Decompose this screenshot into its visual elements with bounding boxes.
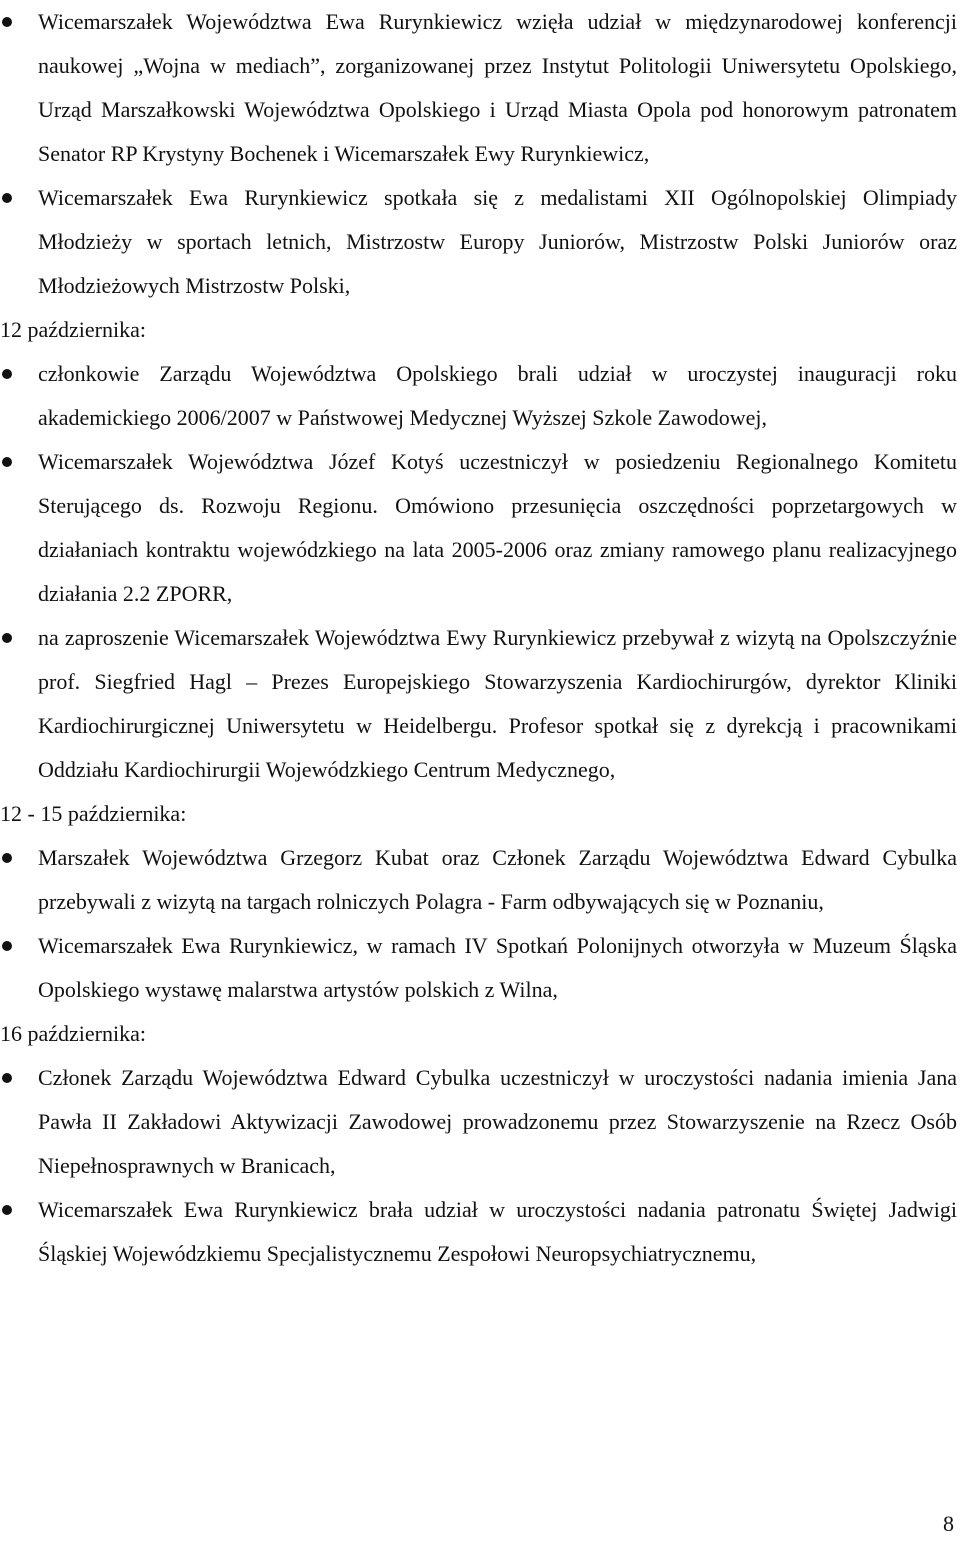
section-continuation bbox=[0, 0, 960, 308]
list-item bbox=[0, 1188, 960, 1276]
date-heading: 16 października: bbox=[0, 1021, 146, 1046]
list-item bbox=[0, 440, 960, 616]
bullet-icon bbox=[2, 941, 12, 951]
section-12-october bbox=[0, 308, 960, 792]
list-item bbox=[0, 1056, 960, 1188]
bullet-icon bbox=[2, 193, 12, 203]
section-16-october bbox=[0, 1012, 960, 1276]
bullet-icon bbox=[2, 1073, 12, 1083]
list-item bbox=[0, 176, 960, 308]
list-item-text: Członek Zarządu Województwa Edward Cybulka uczestniczył w uroczystości nadania imienia Jana Pawła II Zakładowi Aktywizacji Zawodowej prowadzonemu przez Stowarzyszenie na Rzecz Osób Niepełnosprawnych w Branicach, bbox=[38, 1065, 957, 1178]
date-heading: 12 - 15 października: bbox=[0, 801, 187, 826]
list-item bbox=[0, 836, 960, 924]
page-number: 8 bbox=[943, 1511, 954, 1536]
date-heading: 12 października: bbox=[0, 317, 146, 342]
bullet-icon bbox=[2, 369, 12, 379]
bullet-icon bbox=[2, 17, 12, 27]
list-item bbox=[0, 352, 960, 440]
bullet-icon bbox=[2, 457, 12, 467]
list-item-text: Wicemarszałek Ewa Rurynkiewicz, w ramach IV Spotkań Polonijnych otworzyła w Muzeum Śląska Opolskiego wystawę malarstwa artystów polskich z Wilna, bbox=[38, 933, 957, 1002]
list-item-text: członkowie Zarządu Województwa Opolskiego brali udział w uroczystej inauguracji roku akademickiego 2006/2007 w Państwowej Medycznej Wyższej Szkole Zawodowej, bbox=[38, 361, 957, 430]
bullet-icon bbox=[2, 1205, 12, 1215]
list-item-text: na zaproszenie Wicemarszałek Województwa Ewy Rurynkiewicz przebywał z wizytą na Opolszczyźnie prof. Siegfried Hagl – Prezes Europejskiego Stowarzyszenia Kardiochirurgów, dyrektor Kliniki Kardiochirurgicznej Uniwersytetu w Heidelbergu. Profesor spotkał się z dyrekcją i pracownikami Oddziału Kardiochirurgii Wojewódzkiego Centrum Medycznego, bbox=[38, 625, 957, 782]
list-item-text: Wicemarszałek Województwa Józef Kotyś uczestniczył w posiedzeniu Regionalnego Komitetu Sterującego ds. Rozwoju Regionu. Omówiono przesunięcia oszczędności poprzetargowych w działaniach kontraktu wojewódzkiego na lata 2005-2006 oraz zmiany ramowego planu realizacyjnego działania 2.2 ZPORR, bbox=[38, 449, 957, 606]
list-item-text: Marszałek Województwa Grzegorz Kubat oraz Członek Zarządu Województwa Edward Cybulka przebywali z wizytą na targach rolniczych Polagra - Farm odbywających się w Poznaniu, bbox=[38, 845, 957, 914]
bullet-icon bbox=[2, 853, 12, 863]
list-item-text: Wicemarszałek Województwa Ewa Rurynkiewicz wzięła udział w międzynarodowej konferencji naukowej „Wojna w mediach”, zorganizowanej przez Instytut Politologii Uniwersytetu Opolskiego, Urząd Marszałkowski Województwa Opolskiego i Urząd Miasta Opola pod honorowym patronatem Senator RP Krystyny Bochenek i Wicemarszałek Ewy Rurynkiewicz, bbox=[38, 9, 957, 166]
bullet-icon bbox=[2, 633, 12, 643]
list-item bbox=[0, 616, 960, 792]
list-item bbox=[0, 924, 960, 1012]
section-12-15-october bbox=[0, 792, 960, 1012]
list-item bbox=[0, 0, 960, 176]
list-item-text: Wicemarszałek Ewa Rurynkiewicz spotkała się z medalistami XII Ogólnopolskiej Olimpiady Młodzieży w sportach letnich, Mistrzostw Europy Juniorów, Mistrzostw Polski Juniorów oraz Młodzieżowych Mistrzostw Polski, bbox=[38, 185, 957, 298]
list-item-text: Wicemarszałek Ewa Rurynkiewicz brała udział w uroczystości nadania patronatu Świętej Jadwigi Śląskiej Wojewódzkiemu Specjalistycznemu Zespołowi Neuropsychiatrycznemu, bbox=[38, 1197, 957, 1266]
